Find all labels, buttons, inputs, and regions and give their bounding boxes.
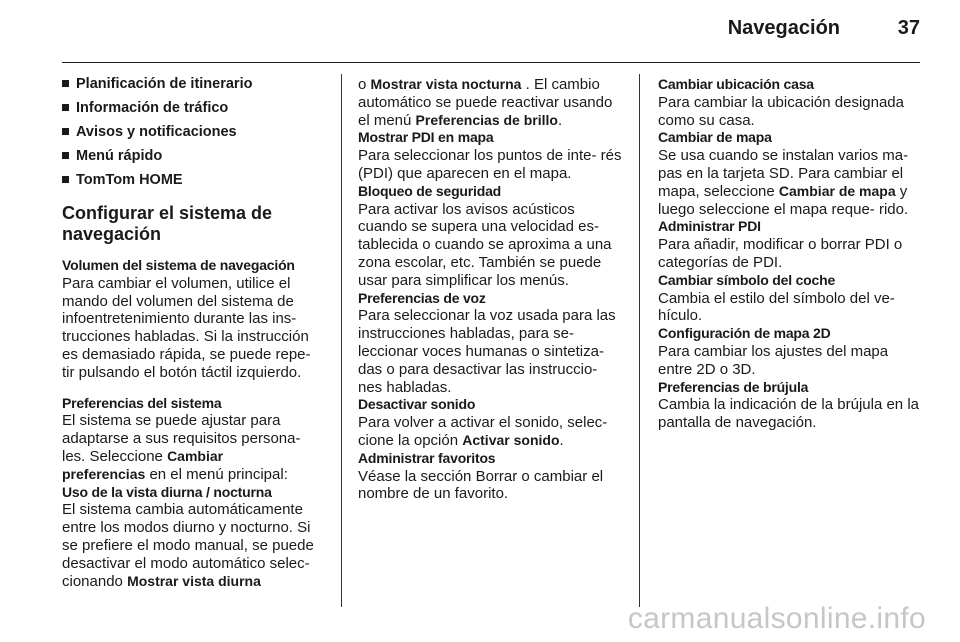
continued-paragraph [358,76,624,129]
voice-section [358,290,624,397]
subsection-heading: Cambiar símbolo del coche [658,271,836,288]
column-1 [62,76,324,590]
security-section [358,183,624,290]
bullet-square-icon [62,176,69,183]
subsection-heading: Bloqueo de seguridad [358,182,502,199]
day-night-section [62,484,324,591]
subsection-heading: Administrar PDI [658,218,761,235]
preferences-section [62,395,324,484]
column-divider [341,74,342,607]
list-item: Planificación de itinerario [62,76,324,93]
page-header [62,0,920,63]
bullet-square-icon [62,152,69,159]
paragraph: El sistema se puede ajustar para adaptarse a sus requisitos persona- les. Seleccione Cambiar preferencias en el menú principal: [62,412,301,483]
subsection-heading: Cambiar de mapa [658,129,772,146]
section-title: Configurar el sistema de navegación [62,203,273,244]
bullet-list [62,76,324,189]
favorites-section [358,450,624,503]
list-item: Menú rápido [62,148,324,165]
column-2 [358,76,624,503]
paragraph: o Mostrar vista nocturna . El cambio automático se puede reactivar usando el menú Preferencias de brillo. [358,76,613,129]
subsection-heading: Administrar favoritos [358,449,496,466]
sound-section [358,396,624,449]
paragraph: Para añadir, modificar o borrar PDI o categorías de PDI. [658,236,903,271]
bullet-square-icon [62,80,69,87]
manage-pdi-section [658,218,924,271]
page-number: 37 [897,17,920,39]
subsection-heading: Cambiar ubicación casa [658,76,814,92]
bullet-square-icon [62,128,69,135]
car-symbol-section [658,272,924,325]
paragraph: Para activar los avisos acústicos cuando se supera una velocidad es- tablecida o cuando se aproxima a una zona escolar, etc. También se puede usar para simplificar los menús. [358,200,612,289]
paragraph: Para volver a activar el sonido, selec- cione la opción Activar sonido. [358,414,608,449]
column-divider [639,74,640,607]
volume-section [62,257,324,382]
list-item: TomTom HOME [62,172,324,189]
page-title: Navegación [727,17,840,39]
change-map-section [658,129,924,218]
subsection-heading: Mostrar PDI en mapa [358,129,494,146]
bullet-square-icon [62,104,69,111]
subsection-heading: Preferencias de voz [358,289,486,306]
list-item: Información de tráfico [62,100,324,117]
paragraph: El sistema cambia automáticamente entre los modos diurno y nocturno. Si se prefiere el modo manual, se puede desactivar el modo automático selec- cionando Mostrar vista diurna [62,501,314,590]
paragraph: Cambia la indicación de la brújula en la pantalla de navegación. [658,396,919,432]
pdi-section [358,129,624,182]
paragraph: Para cambiar los ajustes del mapa entre 2D o 3D. [658,342,889,378]
subsection-heading: Desactivar sonido [358,396,476,413]
list-item: Avisos y notificaciones [62,124,324,141]
subsection-heading: Preferencias de brújula [658,378,809,395]
paragraph: Para cambiar la ubicación designada como su casa. [658,93,904,129]
paragraph: Para seleccionar los puntos de inte- rés (PDI) que aparecen en el mapa. [358,147,622,182]
paragraph: Para seleccionar la voz usada para las instrucciones habladas, para se- leccionar voces humanas o sintetiza- das o para desactivar las instruccio- nes habladas. [358,307,616,396]
subsection-heading: Uso de la vista diurna / nocturna [62,483,272,500]
paragraph: Cambia el estilo del símbolo del ve- hículo. [658,289,895,325]
subsection-heading: Volumen del sistema de navegación [62,257,295,273]
paragraph: Véase la sección Borrar o cambiar el nombre de un favorito. [358,467,604,503]
map-2d-section [658,325,924,378]
paragraph: Se usa cuando se instalan varios ma- pas en la tarjeta SD. Para cambiar el mapa, seleccione Cambiar de mapa y luego seleccione el mapa reque- rido. [658,147,909,218]
subsection-heading: Configuración de mapa 2D [658,325,831,342]
watermark: carmanualsonline.info [627,602,926,635]
column-3 [658,76,924,432]
paragraph: Para cambiar el volumen, utilice el mando del volumen del sistema de infoentretenimiento durante las ins- trucciones habladas. Si la instrucción es demasiado rápida, se puede repe- tir pulsando el botón táctil izquierdo. [62,274,311,381]
compass-section [658,379,924,432]
subsection-heading: Preferencias del sistema [62,394,222,411]
home-location-section [658,76,924,129]
